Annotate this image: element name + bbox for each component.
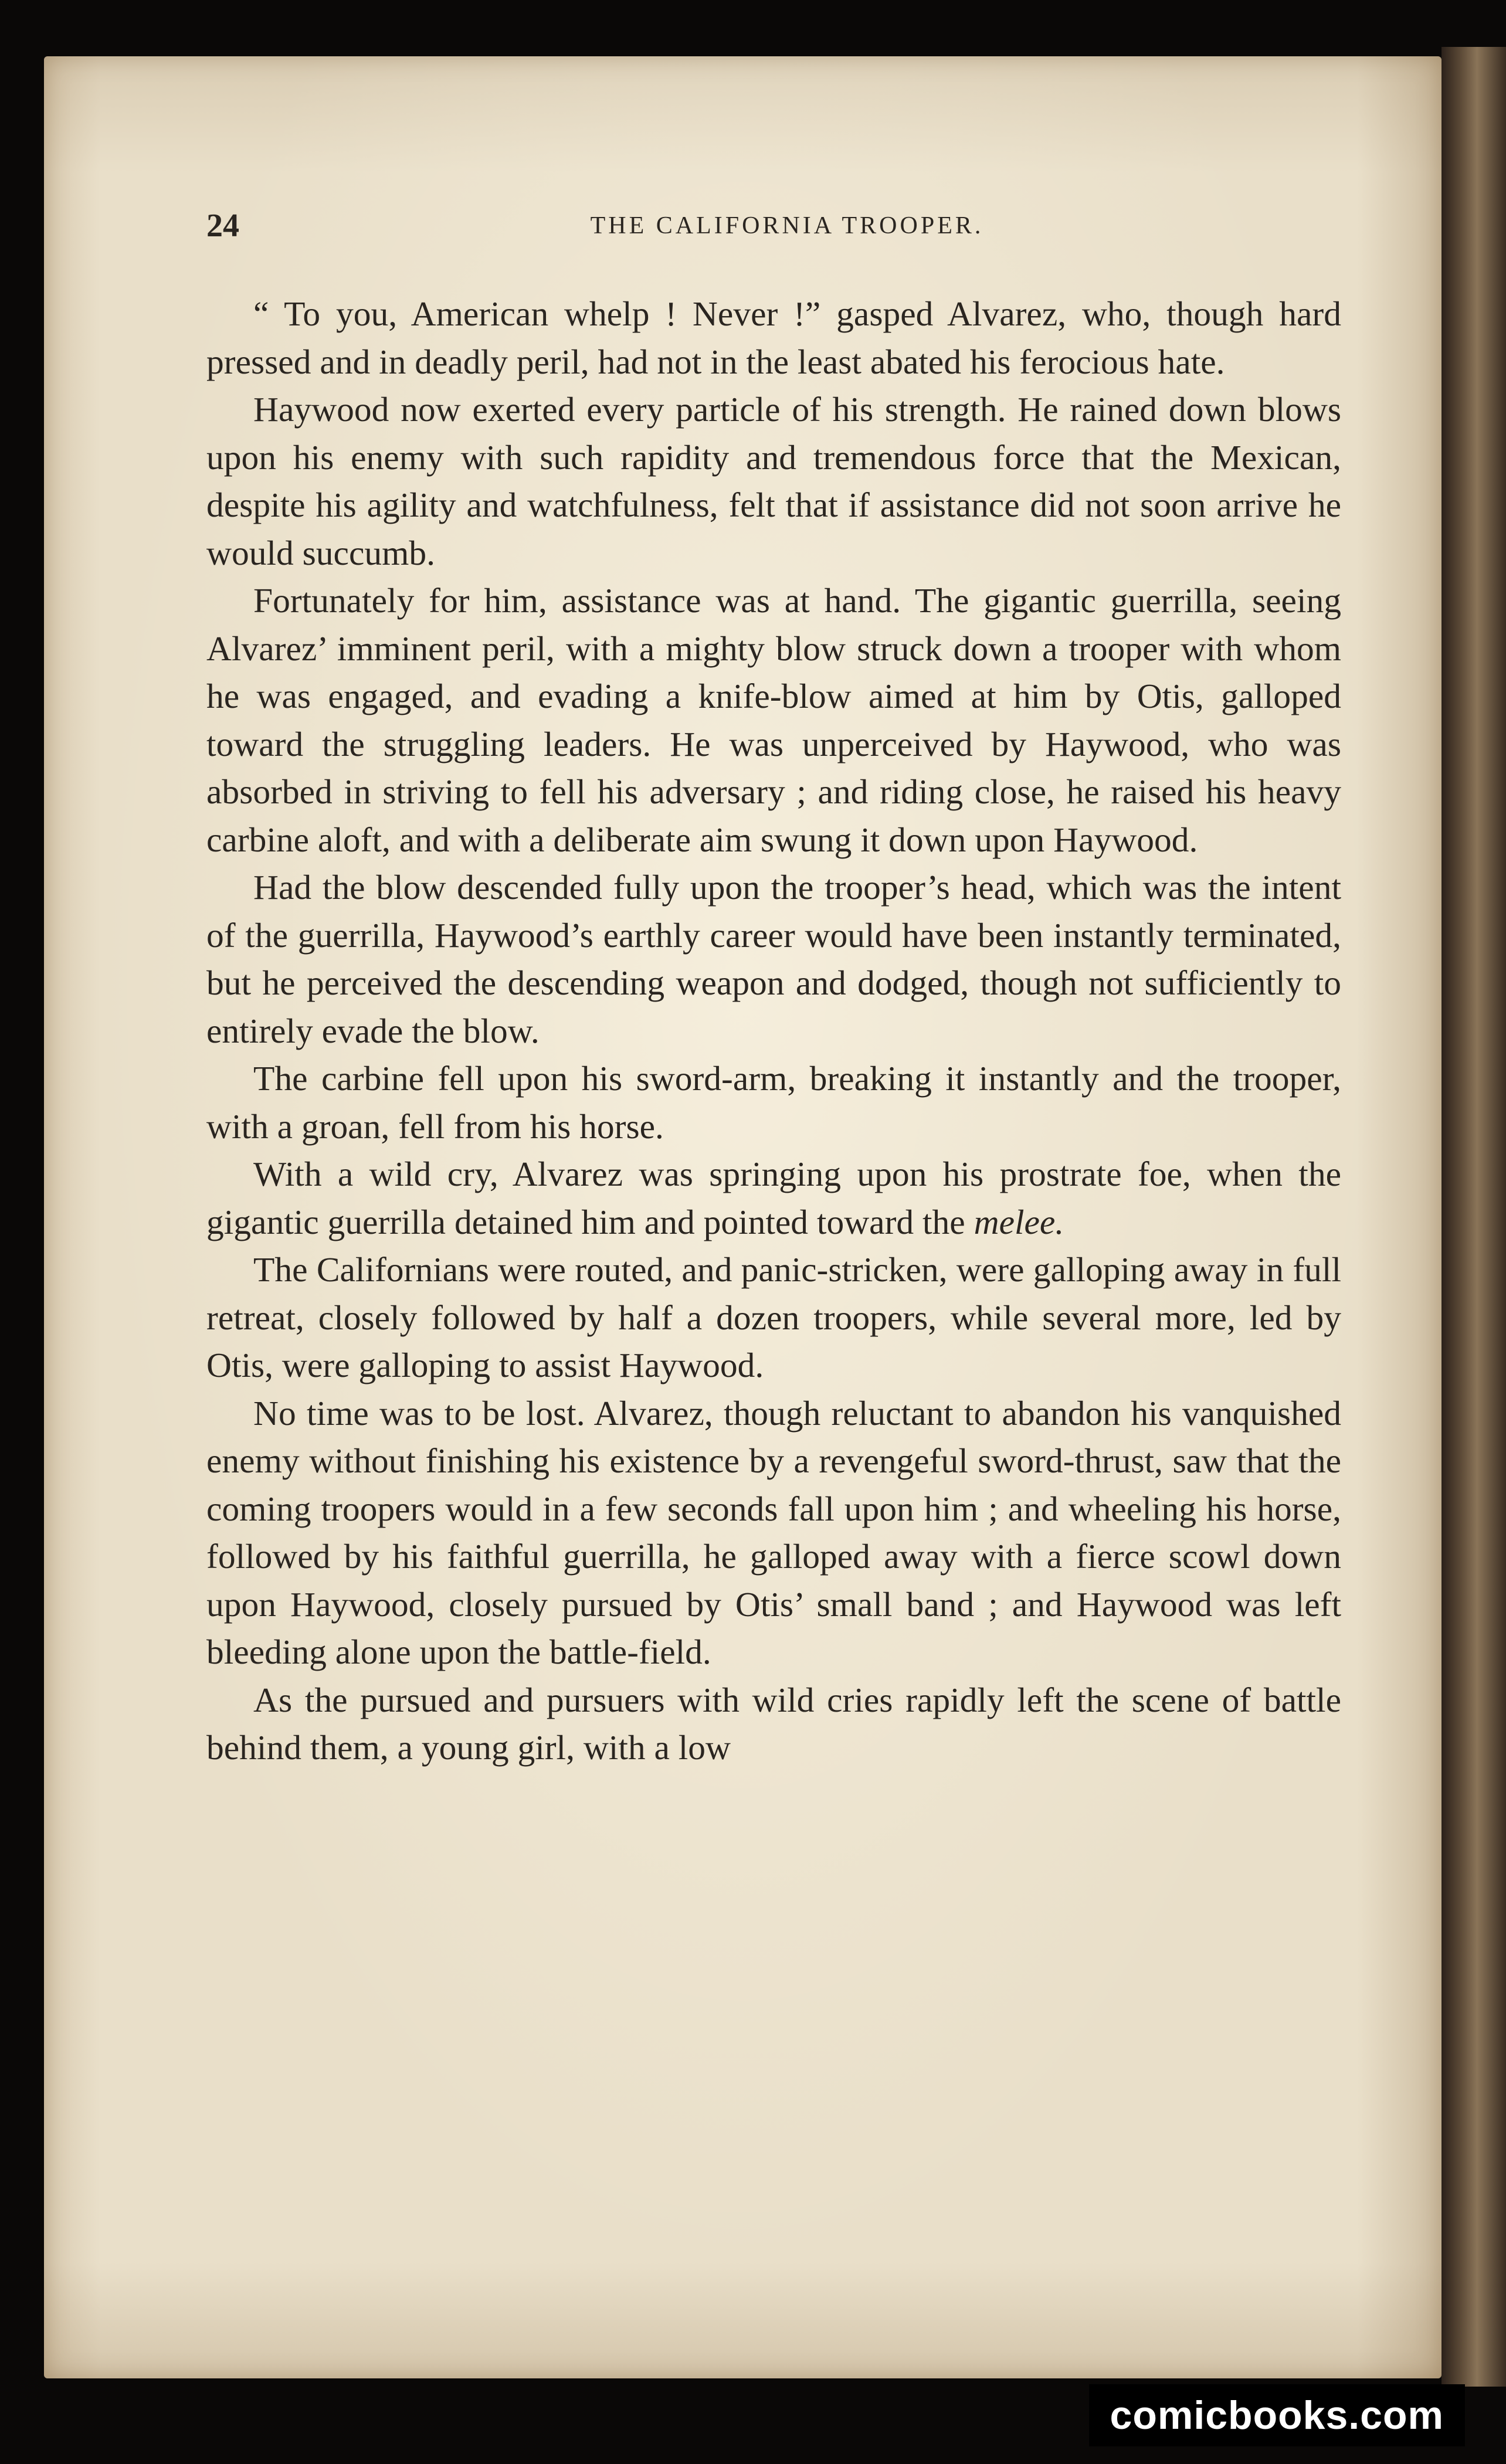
paragraph: The Californians were routed, and panic-stricken, were galloping away in full retreat, closely followed by half a dozen troopers, while several more, led by Otis, were galloping to assist Haywood. xyxy=(206,1250,1341,1384)
body-text xyxy=(206,290,1341,1772)
page-number: 24 xyxy=(206,208,239,244)
running-header xyxy=(206,202,1344,249)
watermark: comicbooks.com xyxy=(1089,2384,1466,2446)
book-spine-edge xyxy=(1441,47,1506,2387)
paragraph: “ To you, American whelp ! Never !” gasped Alvarez, who, though hard pressed and in deadly peril, had not in the least abated his ferocious hate. xyxy=(206,294,1341,381)
paragraph-text: With a wild cry, Alvarez was springing upon his prostrate foe, when the gigantic guerrilla detained him and pointed toward the xyxy=(206,1155,1341,1241)
italic-word: melee. xyxy=(974,1202,1064,1241)
paragraph: As the pursued and pursuers with wild cries rapidly left the scene of battle behind them, a young girl, with a low xyxy=(206,1680,1341,1767)
paragraph: Had the blow descended fully upon the trooper’s head, which was the intent of the guerrilla, Haywood’s earthly career would have been instantly terminated, but he perceived the descending weapon and dodged, though not sufficiently to entirely evade the blow. xyxy=(206,868,1341,1050)
paragraph: Fortunately for him, assistance was at hand. The gigantic guerrilla, seeing Alvarez’ imminent peril, with a mighty blow struck down a trooper with whom he was engaged, and evading a knife-blow aimed at him by Otis, galloped toward the struggling leaders. He was unperceived by Haywood, who was absorbed in striving to fell his adversary ; and riding close, he raised his heavy carbine aloft, and with a deliberate aim swung it down upon Haywood. xyxy=(206,581,1341,859)
paragraph: Haywood now exerted every particle of his strength. He rained down blows upon his enemy with such rapidity and tremendous force that the Mexican, despite his agility and watchfulness, felt that if assistance did not soon arrive he would succumb. xyxy=(206,390,1341,572)
paragraph xyxy=(206,1150,1341,1246)
paragraph: No time was to be lost. Alvarez, though reluctant to abandon his vanquished enemy without finishing his existence by a revengeful sword-thrust, saw that the coming troopers would in a few seconds fall upon him ; and wheeling his horse, followed by his faithful guerrilla, he galloped away with a fierce scowl down upon Haywood, closely pursued by Otis’ small band ; and Haywood was left bleeding alone upon the battle-field. xyxy=(206,1393,1341,1671)
paragraph: The carbine fell upon his sword-arm, breaking it instantly and the trooper, with a groan, fell from his horse. xyxy=(206,1059,1341,1146)
running-title: THE CALIFORNIA TROOPER. xyxy=(590,212,984,239)
